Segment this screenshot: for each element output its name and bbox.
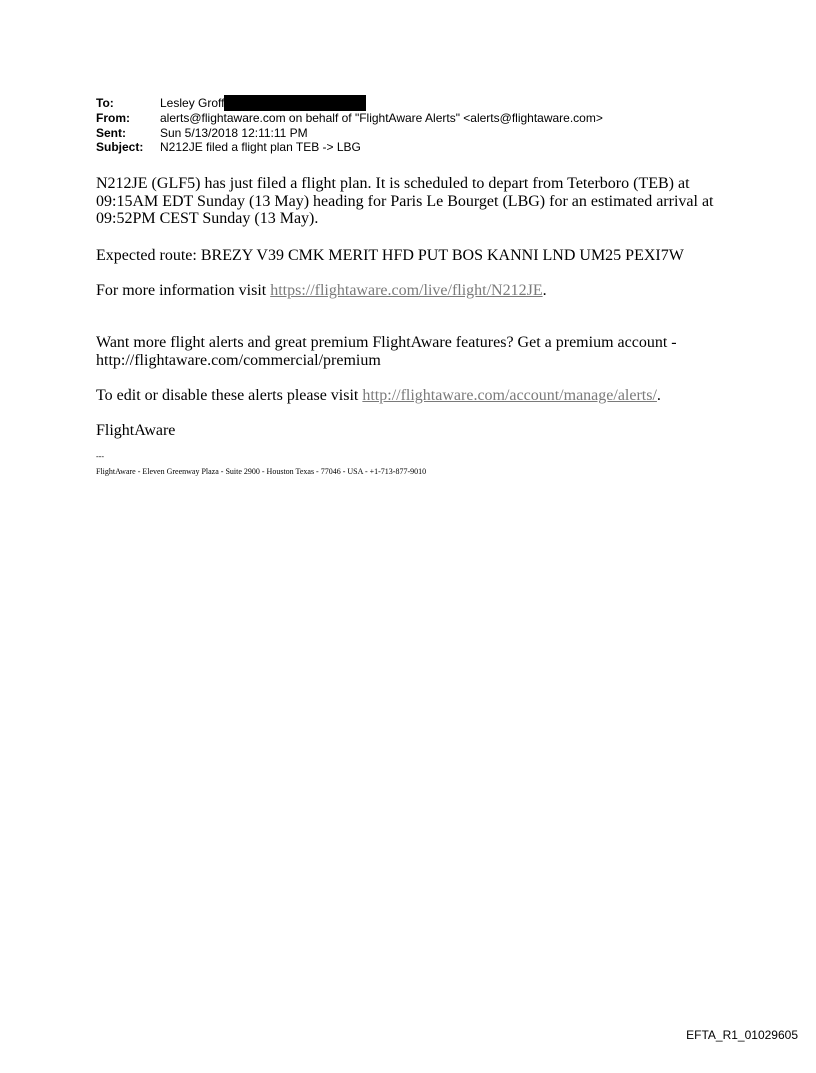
flight-tracking-link[interactable]: https://flightaware.com/live/flight/N212JE <box>270 282 543 299</box>
to-value <box>160 95 366 111</box>
premium-promo-paragraph: Want more flight alerts and great premium FlightAware features? Get a premium account - http://flightaware.com/commercial/premium <box>96 334 677 369</box>
from-label: From: <box>96 111 130 125</box>
email-header-block <box>96 95 603 155</box>
footer-address: FlightAware - Eleven Greenway Plaza - Suite 2900 - Houston Texas - 77046 - USA - +1-713-877-9010 <box>96 467 427 476</box>
manage-alerts-link[interactable]: http://flightaware.com/account/manage/alerts/ <box>362 387 657 404</box>
document-id: EFTA_R1_01029605 <box>686 1028 798 1042</box>
to-recipient-name: Lesley Groff <box>160 96 225 110</box>
sent-row <box>96 126 603 141</box>
subject-row <box>96 140 603 155</box>
expected-route-paragraph: Expected route: BREZY V39 CMK MERIT HFD PUT BOS KANNI LND UM25 PEXI7W <box>96 247 684 264</box>
sent-label: Sent: <box>96 125 126 140</box>
signature: FlightAware <box>96 422 176 439</box>
redaction-block <box>224 95 366 111</box>
manage-alerts-suffix: . <box>656 387 661 404</box>
more-info-paragraph <box>96 282 736 300</box>
manage-alerts-paragraph <box>96 387 736 405</box>
subject-label: Subject: <box>96 140 144 154</box>
subject-value: N212JE filed a flight plan TEB -> LBG <box>160 140 361 154</box>
more-info-suffix: . <box>542 282 547 299</box>
manage-alerts-prefix: To edit or disable these alerts please visit <box>96 387 363 404</box>
to-row <box>96 95 603 111</box>
from-row <box>96 111 603 126</box>
to-label: To: <box>96 96 114 110</box>
sent-value: Sun 5/13/2018 12:11:11 PM <box>160 125 308 140</box>
from-value: alerts@flightaware.com on behalf of "FlightAware Alerts" <alerts@flightaware.com> <box>160 111 603 125</box>
more-info-prefix: For more information visit <box>96 282 271 299</box>
footer-separator: --- <box>96 452 104 461</box>
flight-plan-paragraph: N212JE (GLF5) has just filed a flight plan. It is scheduled to depart from Teterboro (TEB) at 09:15AM EDT Sunday (13 May) heading for Paris Le Bourget (LBG) for an estimated arrival at 09:52PM CEST Sunday (13 May). <box>96 175 714 227</box>
